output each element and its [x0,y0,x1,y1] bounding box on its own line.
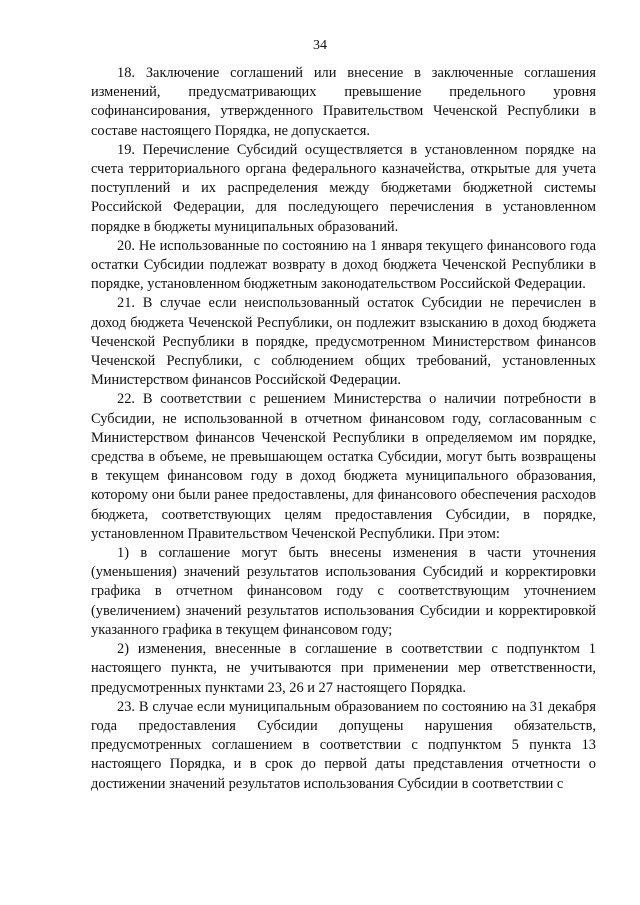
paragraph-21: 21. В случае если неиспользованный остаток Субсидии не перечислен в доход бюджета Чеченской Республики, он подлежит взысканию в доход бюджета Чеченской Республики в порядке, предусмотренном Министерством финансов Чеченской Республики, с соблюдением общих требований, установленных Министерством финансов Российской Федерации. [91,295,596,389]
paragraph-22-subitem-2: 2) изменения, внесенные в соглашение в соответствии с подпунктом 1 настоящего пункта, не учитываются при применении мер ответственности, предусмотренных пунктами 23, 26 и 27 настоящего Порядка. [91,641,596,696]
paragraph-23: 23. В случае если муниципальным образованием по состоянию на 31 декабря года предоставления Субсидии допущены нарушения обязательств, предусмотренных соглашением в соответствии с подпунктом 5 пункта 13 настоящего Порядка, и в срок до первой даты представления отчетности о достижении значений результатов использования Субсидии в соответствии с [91,698,596,792]
paragraph-22-subitem-1: 1) в соглашение могут быть внесены изменения в части уточнения (уменьшения) значений результатов использования Субсидий и корректировки графика в отчетном финансовом году с соответствующим уточнением (увеличением) значений результатов использования Субсидии и корректировкой указанного графика в текущем финансовом году; [91,545,596,638]
document-body [91,64,596,794]
paragraph-18: 18. Заключение соглашений или внесение в заключенные соглашения изменений, предусматривающих превышение предельного уровня софинансирования, утвержденного Правительством Чеченской Республики в составе настоящего Порядка, не допускается. [91,65,596,139]
paragraph-20: 20. Не использованные по состоянию на 1 января текущего финансового года остатки Субсидии подлежат возврату в доход бюджета Чеченской Республики в порядке, установленном бюджетным законодательством Российской Федерации. [91,237,596,293]
paragraph-19: 19. Перечисление Субсидий осуществляется в установленном порядке на счета территориального органа федерального казначейства, открытые для учета поступлений и их распределения между бюджетами бюджетной системы Российской Федерации, для последующего перечисления в установленном порядке в бюджеты муниципальных образований. [91,141,596,235]
page-number: 34 [313,38,327,53]
paragraph-22: 22. В соответствии с решением Министерства о наличии потребности в Субсидии, не использованной в отчетном финансовом году, согласованным с Министерством финансов Чеченской Республики в определяемом им порядке, средства в объеме, не превышающем остатка Субсидии, могут быть возвращены в текущем финансовом году в доход бюджета муниципального образования, которому они были ранее предоставлены, для финансового обеспечения расходов бюджета, соответствующих целям предоставления Субсидии, в порядке, установленном Правительством Чеченской Республики. При этом: [91,391,596,542]
